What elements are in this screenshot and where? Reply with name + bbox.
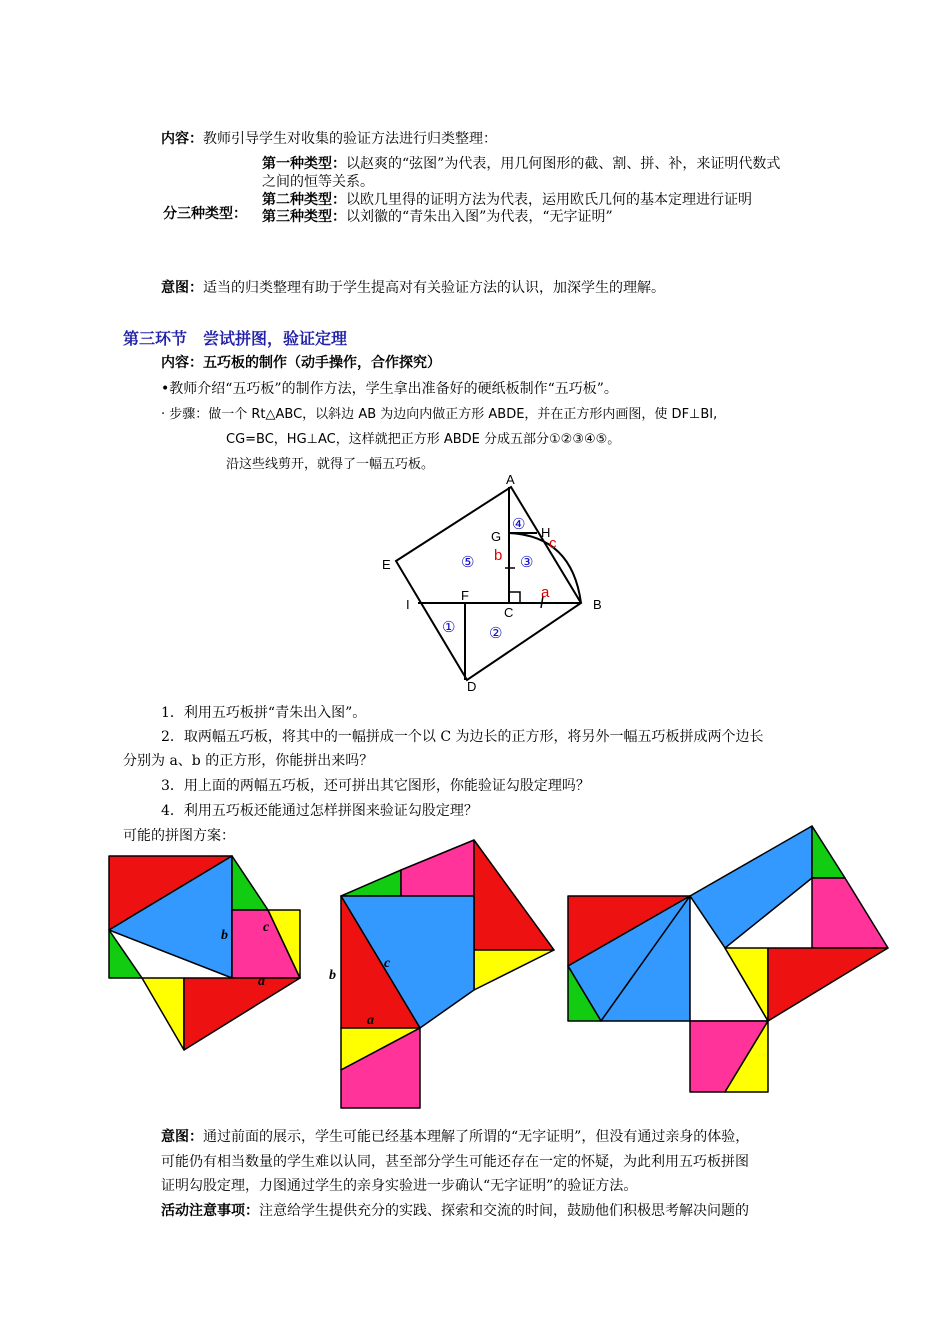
question-2-cont: 分别为 a、b 的正方形，你能拼出来吗？ xyxy=(123,753,374,769)
scheme2-red-right xyxy=(474,840,554,950)
scheme1-yellow-bottom xyxy=(142,978,184,1050)
notes-label: 活动注意事项： xyxy=(161,1203,259,1219)
scheme3-red-right xyxy=(768,948,888,1021)
piece-4-label: ④ xyxy=(512,515,526,533)
scheme2-label-a: a xyxy=(367,1013,374,1028)
scheme3-green-top xyxy=(812,826,845,878)
section3-content-label: 内容： xyxy=(161,355,203,371)
label-side-c: c xyxy=(549,535,557,552)
label-e-vertex: E xyxy=(382,557,391,572)
type3-label: 第三种类型： xyxy=(262,209,346,225)
label-a-vertex: A xyxy=(506,472,515,487)
scheme2-label-c: c xyxy=(384,956,391,971)
intent-text: 适当的归类整理有助于学生提高对有关验证方法的认识，加深学生的理解。 xyxy=(203,280,665,296)
piece-2-label: ② xyxy=(489,624,503,642)
scheme-2 xyxy=(341,840,554,1108)
scheme-1 xyxy=(109,856,300,1050)
label-i-vertex: I xyxy=(406,597,410,612)
piece-1-label: ① xyxy=(442,618,456,636)
label-h-vertex: H xyxy=(541,525,551,540)
piece-5-label: ⑤ xyxy=(461,553,475,571)
scheme1-green-top xyxy=(232,856,268,910)
notes-text: 注意给学生提供充分的实践、探索和交流的时间，鼓励他们积极思考解决问题的 xyxy=(259,1203,749,1219)
content-text: 教师引导学生对收集的验证方法进行归类整理： xyxy=(203,131,497,147)
scheme1-label-b: b xyxy=(221,928,228,943)
scheme2-pink-top xyxy=(401,840,474,896)
intent2-line1 xyxy=(161,1126,749,1146)
question-4: 4．利用五巧板还能通过怎样拼图来验证勾股定理？ xyxy=(161,803,478,819)
scheme2-label-b: b xyxy=(329,968,336,983)
bullet-steps-2: CG=BC，HG⊥AC，这样就把正方形 ABDE 分成五部分①②③④⑤。 xyxy=(226,432,621,447)
intent2-line3: 证明勾股定理，力图通过学生的亲身实验进一步确认“无字证明”的验证方法。 xyxy=(161,1178,638,1194)
section3-content-text: 五巧板的制作（动手操作，合作探究） xyxy=(203,355,441,371)
bullet-steps-3: 沿这些线剪开，就得了一幅五巧板。 xyxy=(226,457,435,472)
question-1: 1．利用五巧板拼“青朱出入图”。 xyxy=(161,705,367,721)
label-c-vertex: C xyxy=(504,605,514,620)
type1-text: 以赵爽的“弦图”为代表，用几何图形的截、割、拼、补，来证明代数式 xyxy=(346,156,781,172)
scheme2-green-top xyxy=(341,870,401,896)
piece-3-label: ③ xyxy=(520,553,534,571)
section-heading: 第三环节 尝试拼图，验证定理 xyxy=(123,329,348,348)
types-label: 分三种类型： xyxy=(163,206,247,222)
notes-line xyxy=(161,1200,749,1220)
type1-label: 第一种类型： xyxy=(262,156,346,172)
question-3: 3．用上面的两幅五巧板，还可拼出其它图形，你能验证勾股定理吗？ xyxy=(161,778,590,794)
bullet-intro: •教师介绍“五巧板”的制作方法，学生拿出准备好的硬纸板制作“五巧板”。 xyxy=(161,381,618,397)
label-g-vertex: G xyxy=(491,529,502,544)
label-side-a: a xyxy=(541,584,550,601)
label-f-vertex: F xyxy=(461,588,469,603)
scheme3-pink-right xyxy=(812,878,888,948)
intent2-label: 意图： xyxy=(161,1129,203,1145)
schemes-label: 可能的拼图方案： xyxy=(123,828,235,844)
scheme2-yellow-right xyxy=(474,950,554,990)
scheme1-label-c: c xyxy=(263,920,270,935)
intent2-line2: 可能仍有相当数量的学生难以认同，甚至部分学生可能还存在一定的怀疑，为此利用五巧板拼图 xyxy=(161,1154,749,1170)
type2-label: 第二种类型： xyxy=(262,192,346,208)
scheme1-red-bottom xyxy=(184,978,300,1050)
label-b-vertex: B xyxy=(593,597,602,612)
bullet-steps-1: · 步骤：做一个 Rt△ABC，以斜边 AB 为边向内做正方形 ABDE，并在正方形内画图，使 DF⊥BI, xyxy=(161,407,718,422)
label-side-b: b xyxy=(494,547,503,564)
scheme-3 xyxy=(568,826,888,1092)
type1-line2: 之间的恒等关系。 xyxy=(262,174,374,190)
intent2-text-1: 通过前面的展示，学生可能已经基本理解了所谓的“无字证明”，但没有通过亲身的体验， xyxy=(203,1129,750,1145)
question-2: 2．取两幅五巧板，将其中的一幅拼成一个以 C 为边长的正方形，将另外一幅五巧板拼成两个边长 xyxy=(161,729,764,745)
content-label: 内容： xyxy=(161,131,203,147)
intent-label: 意图： xyxy=(161,280,203,296)
type2-text: 以欧几里得的证明方法为代表，运用欧氏几何的基本定理进行证明 xyxy=(346,192,752,208)
label-d-vertex: D xyxy=(467,679,477,694)
scheme1-label-a: a xyxy=(258,974,265,989)
type3-text: 以刘徽的“青朱出入图”为代表，“无字证明” xyxy=(346,209,613,225)
